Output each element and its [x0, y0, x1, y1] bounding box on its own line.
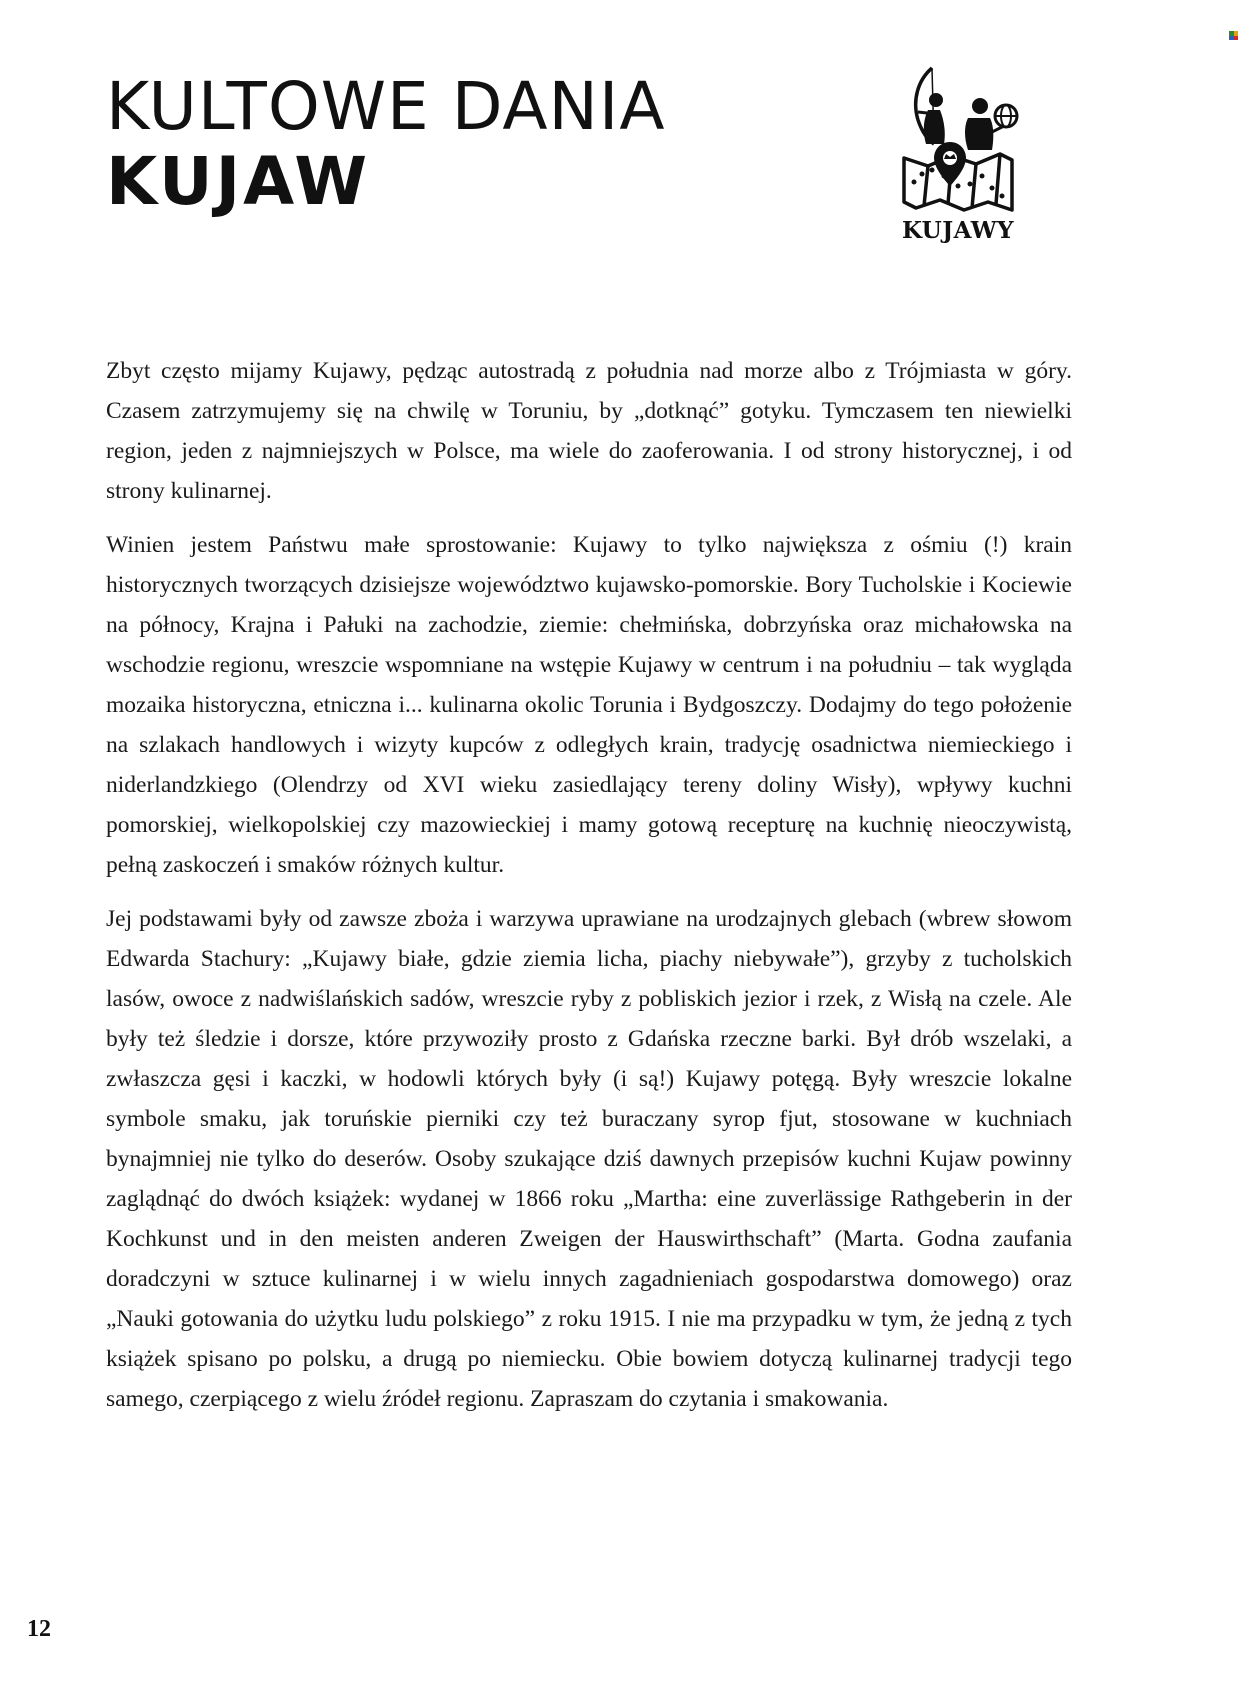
page-number: 12 — [27, 1616, 51, 1642]
corner-color-mark — [1229, 31, 1238, 40]
kujawy-region-emblem-icon — [888, 60, 1028, 215]
paragraph: Jej podstawami były od zawsze zboża i warzywa uprawiane na urodzajnych glebach (wbrew słowom Edwarda Stachury: „Kujawy białe, gdzie ziemia licha, piachy niebywałe”), grzyby z tucholskich lasów, owoce z nadwiślańskich sadów, wreszcie ryby z pobliskich jezior i rzek, z Wisłą na czele. Ale były też śledzie i dorsze, które przywoziły prosto z Gdańska rzeczne barki. Był drób wszelaki, a zwłaszcza gęsi i kaczki, w hodowli których były (i są!) Kujawy potęgą. Były wreszcie lokalne symbole smaku, jak toruńskie pierniki czy też buraczany syrop fjut, stosowane w kuchniach bynajmniej nie tylko do deserów. Osoby szukające dziś dawnych przepisów kuchni Kujaw powinny zaglądnąć do dwóch książek: wydanej w 1866 roku „Martha: eine zuverlässige Rathgeberin in der Kochkunst und in den meisten anderen Zweigen der Hauswirthschaft” (Marta. Godna zaufania doradczyni w sztuce kulinarnej i w wielu innych zagadnieniach gospodarstwa domowego) oraz „Nauki gotowania do użytku ludu polskiego” z roku 1915. I nie ma przypadku w tym, że jedną z tych książek spisano po polsku, a drugą po niemiecku. Obie bowiem dotyczą kulinarnej tradycji tego samego, czerpiącego z wielu źródeł regionu. Zapraszam do czytania i smakowania. — [106, 906, 1072, 1412]
paragraph: Winien jestem Państwu małe sprostowanie: Kujawy to tylko największa z ośmiu (!) krain historycznych tworzących dzisiejsze województwo kujawsko-pomorskie. Bory Tucholskie i Kociewie na północy, Krajna i Pałuki na zachodzie, ziemie: chełmińska, dobrzyńska oraz michałowska na wschodzie regionu, wreszcie wspomniane na wstępie Kujawy w centrum i na południu – tak wygląda mozaika historyczna, etniczna i... kulinarna okolic Torunia i Bydgoszczy. Dodajmy do tego położenie na szlakach handlowych i wizyty kupców z odległych krain, tradycję osadnictwa niemieckiego i niderlandzkiego (Olendrzy od XVI wieku zasiedlający tereny doliny Wisły), wpływy kuchni pomorskiej, wielkopolskiej czy mazowieckiej i mamy gotową recepturę na kuchnię nieoczywistą, pełną zaskoczeń i smaków różnych kultur. — [106, 532, 1072, 878]
title-line-1: KULTOWE DANIA — [106, 68, 666, 145]
logo-label: KUJAWY — [901, 217, 1015, 244]
paragraph: Zbyt często mijamy Kujawy, pędząc autostradą z południa nad morze albo z Trójmiasta w góry. Czasem zatrzymujemy się na chwilę w Toruniu, by „dotknąć” gotyku. Tymczasem ten niewielki region, jeden z najmniejszych w Polsce, ma wiele do zaoferowania. I od strony historycznej, i od strony kulinarnej. — [106, 358, 1072, 504]
article-body — [106, 351, 1072, 1433]
page-title — [106, 70, 666, 220]
kujawy-logo — [888, 60, 1028, 250]
title-line-2: KUJAW — [106, 143, 371, 220]
